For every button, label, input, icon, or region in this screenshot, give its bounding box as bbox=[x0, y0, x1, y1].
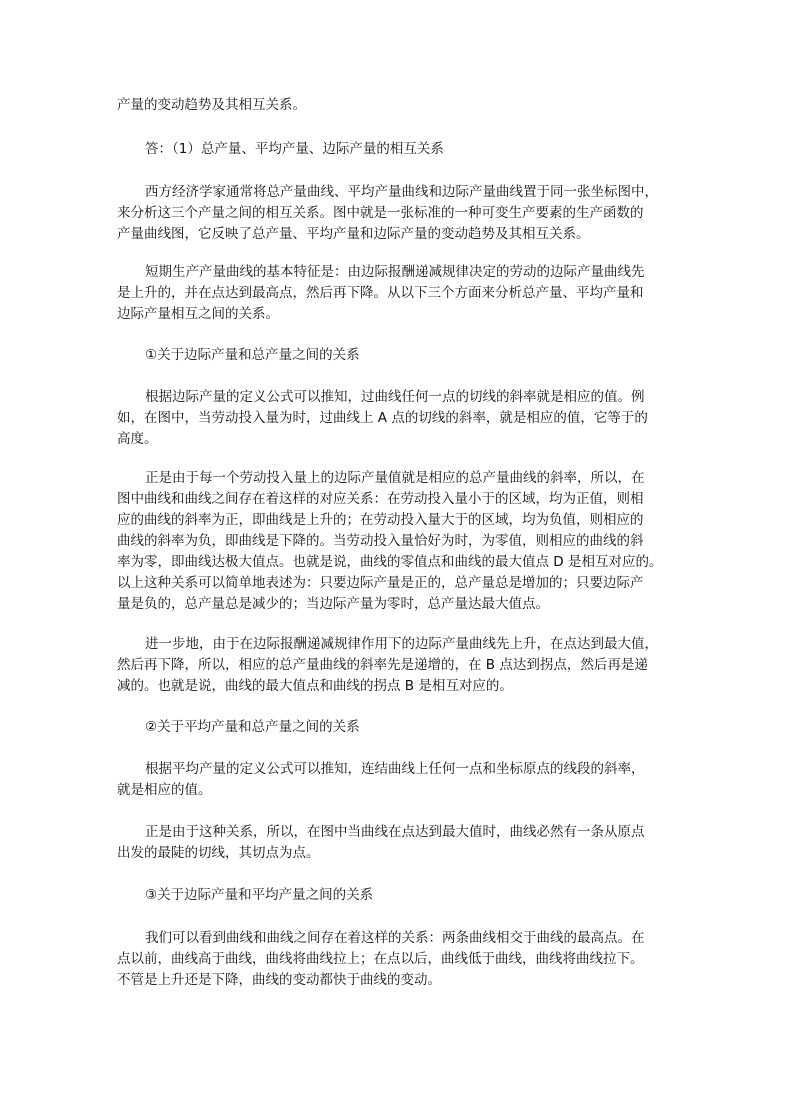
paragraph bbox=[117, 634, 677, 697]
text-line: ③关于边际产量和平均产量之间的关系 bbox=[145, 887, 374, 903]
text-line: 正是由于这种关系，所以，在图中当曲线在点达到最大值时，曲线必然有一条从原点 bbox=[145, 824, 645, 840]
text-line: 根据平均产量的定义公式可以推知，连结曲线上任何一点和坐标原点的线段的斜率， bbox=[145, 761, 645, 777]
text-line: 就是相应的值。 bbox=[117, 782, 212, 798]
text-line: 应的曲线的斜率为正，即曲线是上升的；在劳动投入量大于的区域，均为负值，则相应的 bbox=[117, 512, 644, 528]
paragraph bbox=[117, 387, 677, 450]
text-line: 边际产量相互之间的关系。 bbox=[117, 306, 279, 322]
text-line: 减的。也就是说，曲线的最大值点和曲线的拐点 B 是相互对应的。 bbox=[117, 678, 513, 694]
paragraph bbox=[117, 182, 677, 245]
text-line: 产量曲线图，它反映了总产量、平均产量和边际产量的变动趋势及其相互关系。 bbox=[117, 226, 590, 242]
paragraph bbox=[117, 468, 677, 615]
text-line: 进一步地，由于在边际报酬递减规律作用下的边际产量曲线先上升，在点达到最大值， bbox=[145, 636, 658, 652]
text-line: 我们可以看到曲线和曲线之间存在着这样的关系：两条曲线相交于曲线的最高点。在 bbox=[145, 930, 645, 946]
text-line: 出发的最陡的切线，其切点为点。 bbox=[117, 845, 320, 861]
text-line: 西方经济学家通常将总产量曲线、平均产量曲线和边际产量曲线置于同一张坐标图中， bbox=[145, 184, 658, 200]
paragraph bbox=[117, 822, 677, 864]
text-line: 正是由于每一个劳动投入量上的边际产量值就是相应的总产量曲线的斜率，所以，在 bbox=[145, 470, 645, 486]
text-line: 以上这种关系可以简单地表述为：只要边际产量是正的，总产量总是增加的；只要边际产 bbox=[117, 575, 644, 591]
text-line: 是上升的，并在点达到最高点，然后再下降。从以下三个方面来分析总产量、平均产量和 bbox=[117, 285, 644, 301]
section-heading bbox=[117, 717, 677, 738]
paragraph bbox=[117, 759, 677, 801]
text-line: 曲线的斜率为负，即曲线是下降的。当劳动投入量恰好为时，为零值，则相应的曲线的斜 bbox=[117, 533, 644, 549]
section-heading bbox=[117, 345, 677, 366]
section-heading bbox=[117, 885, 677, 906]
text-line: 图中曲线和曲线之间存在着这样的对应关系：在劳动投入量小于的区域，均为正值，则相 bbox=[117, 491, 644, 507]
paragraph bbox=[117, 928, 677, 991]
text-line: 不管是上升还是下降，曲线的变动都快于曲线的变动。 bbox=[117, 972, 441, 988]
text-line: ①关于边际产量和总产量之间的关系 bbox=[145, 347, 360, 363]
text-line: 率为零，即曲线达极大值点。也就是说，曲线的零值点和曲线的最大值点 D 是相互对应的。 bbox=[117, 554, 663, 570]
text-line: 然后再下降，所以，相应的总产量曲线的斜率先是递增的，在 B 点达到拐点，然后再是递 bbox=[117, 657, 648, 673]
text-line: 如，在图中，当劳动投入量为时，过曲线上 A 点的切线的斜率，就是相应的值，它等于的 bbox=[117, 410, 648, 426]
answer-heading bbox=[117, 139, 677, 160]
text-line: 点以前，曲线高于曲线，曲线将曲线拉上；在点以后，曲线低于曲线，曲线将曲线拉下。 bbox=[117, 951, 644, 967]
text-line: 短期生产产量曲线的基本特征是：由边际报酬递减规律决定的劳动的边际产量曲线先 bbox=[145, 264, 645, 280]
text-line: 量是负的，总产量总是减少的；当边际产量为零时，总产量达最大值点。 bbox=[117, 596, 549, 612]
paragraph bbox=[117, 95, 677, 116]
text-line: ②关于平均产量和总产量之间的关系 bbox=[145, 719, 360, 735]
paragraph bbox=[117, 262, 677, 325]
text-line: 高度。 bbox=[117, 431, 158, 447]
text-line: 答：（1）总产量、平均产量、边际产量的相互关系 bbox=[145, 141, 444, 157]
text-line: 根据边际产量的定义公式可以推知，过曲线任何一点的切线的斜率就是相应的值。例 bbox=[145, 389, 645, 405]
text-line: 产量的变动趋势及其相互关系。 bbox=[117, 97, 306, 113]
text-line: 来分析这三个产量之间的相互关系。图中就是一张标准的一种可变生产要素的生产函数的 bbox=[117, 205, 644, 221]
